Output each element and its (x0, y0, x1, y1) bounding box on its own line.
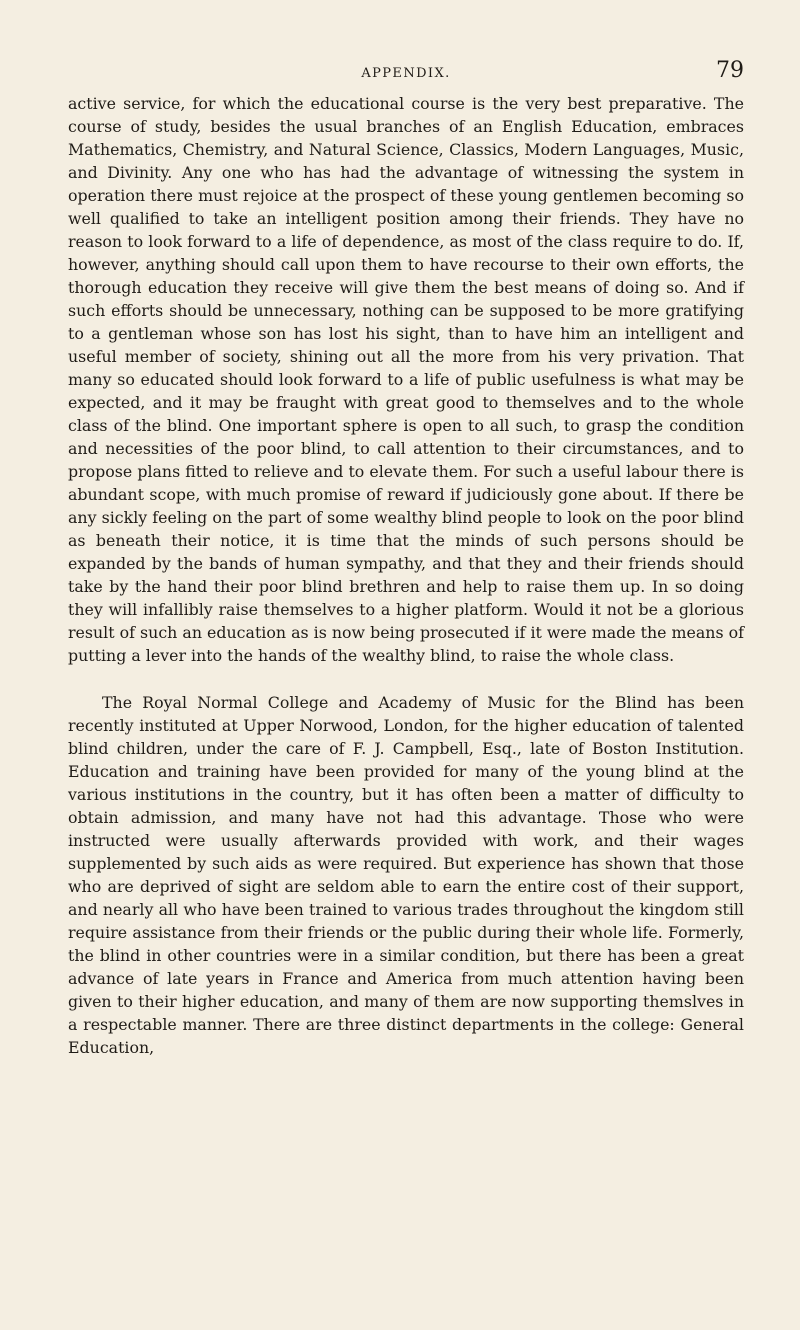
running-head (68, 56, 744, 92)
page-number: 79 (716, 58, 744, 83)
paragraph-public-usefulness: active service, for which the educational course is the very best preparative. The course of study, besides the usual branches of an English Education, embraces Mathematics, Chemistry, and Natural Science, Classics, Modern Languages, Music, and Divinity. Any one who has had the advantage of witnessing the system in operation there must rejoice at the prospect of these young gentlemen becoming so well qualified to take an intelligent position among their friends. They have no reason to look forward to a life of dependence, as most of the class require to do. If, however, anything should call upon them to have recourse to their own efforts, the thorough education they receive will give them the best means of doing so. And if such efforts should be unnecessary, nothing can be supposed to be more gratifying to a gentleman whose son has lost his sight, than to have him an intelligent and useful member of society, shining out all the more from his very privation. That many so educated should look forward to a life of public usefulness is what may be expected, and it may be fraught with great good to themselves and to the whole class of the blind. One important sphere is open to all such, to grasp the condition and necessities of the poor blind, to call attention to their circumstances, and to propose plans fitted to relieve and to elevate them. For such a useful labour there is abundant scope, with much promise of reward if judiciously gone about. If there be any sickly feeling on the part of some wealthy blind people to look on the poor blind as beneath their notice, it is time that the minds of such persons should be expanded by the bands of human sympathy, and that they and their friends should take by the hand their poor blind brethren and help to raise them up. In so doing they will infallibly raise themselves to a higher platform. Would it not be a glorious result of such an education as is now being prosecuted if it were made the means of putting a lever into the hands of the wealthy blind, to raise the whole class. (68, 94, 744, 665)
header-title: APPENDIX. (361, 66, 451, 81)
body-text (68, 92, 744, 1059)
paragraph-royal-normal-college: The Royal Normal College and Academy of Music for the Blind has been recently instituted at Upper Norwood, London, for the higher education of talented blind children, under the care of F. J. Campbell, Esq., late of Boston Institution. Education and training have been provided for many of the young blind at the various institutions in the country, but it has often been a matter of difficulty to obtain admission, and many have not had this advantage. Those who were instructed were usually afterwards provided with work, and their wages supplemented by such aids as were required. But experience has shown that those who are deprived of sight are seldom able to earn the entire cost of their support, and nearly all who have been trained to various trades throughout the kingdom still require assistance from their friends or the public during their whole life. Formerly, the blind in other countries were in a similar condition, but there has been a great advance of late years in France and America from much attention having been given to their higher education, and many of them are now supporting themslves in a respectable manner. There are three distinct departments in the college: General Education, (68, 693, 744, 1057)
